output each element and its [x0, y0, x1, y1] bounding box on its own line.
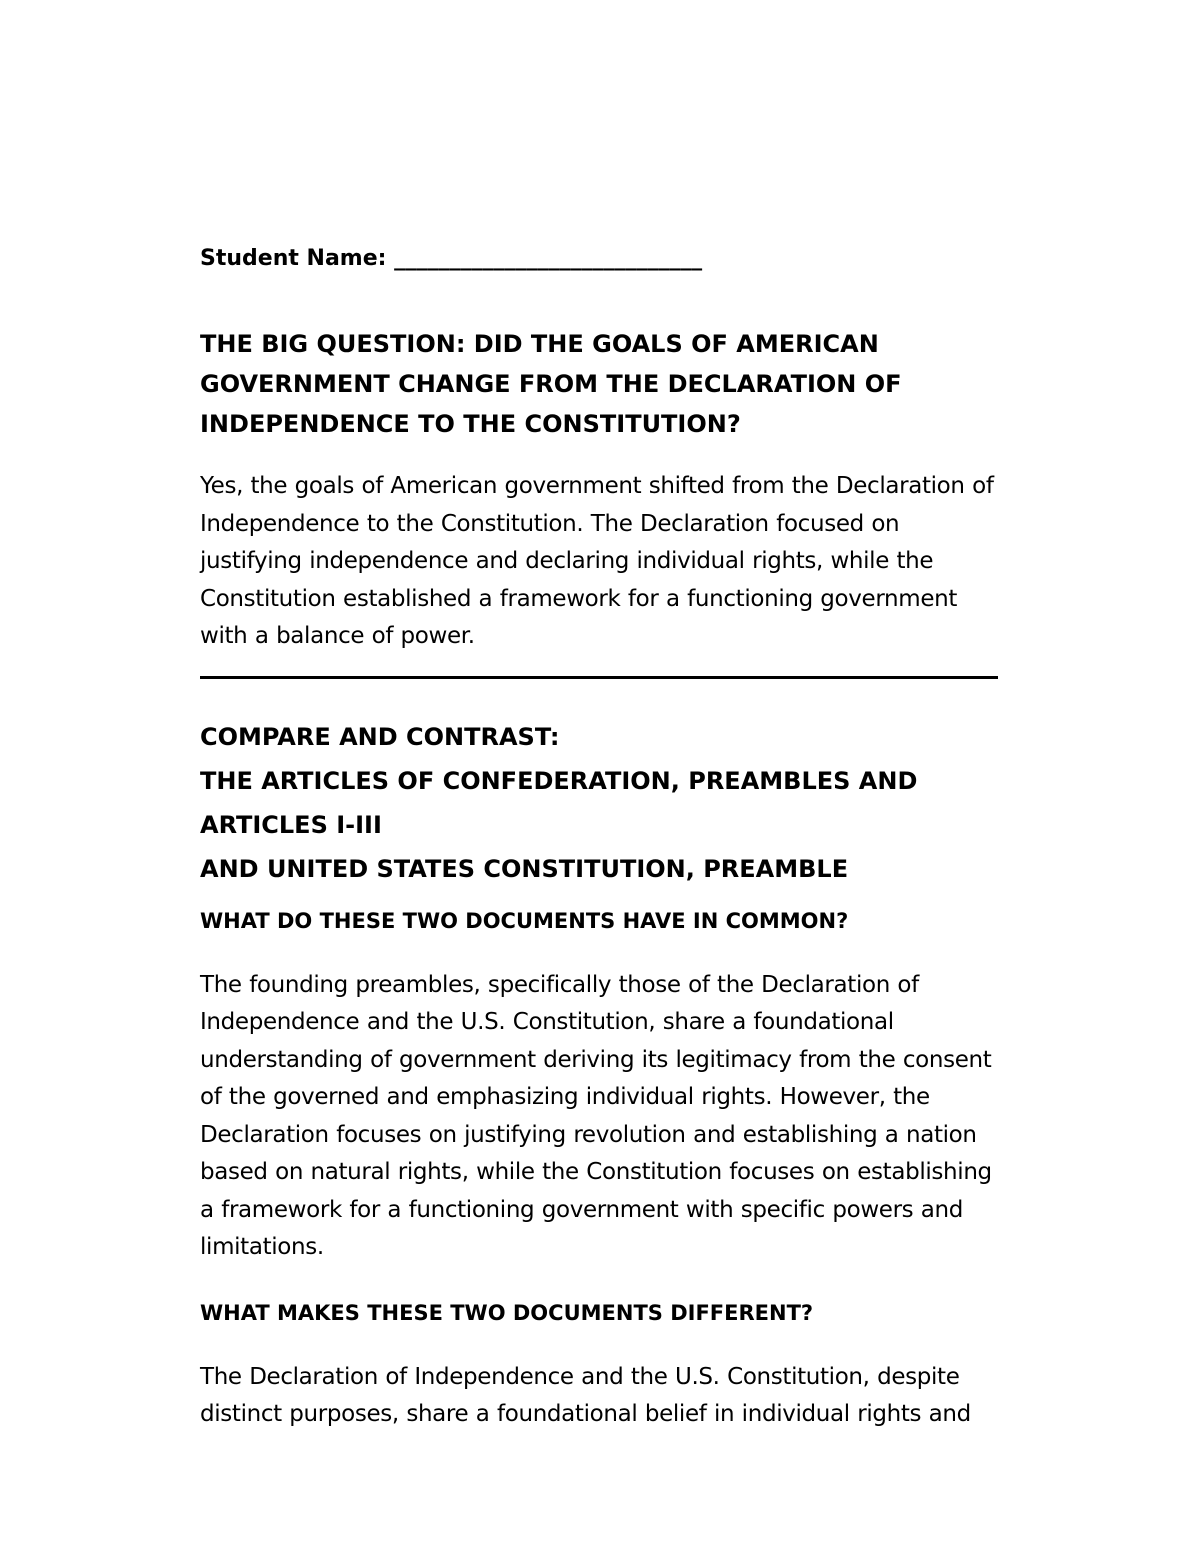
compare-heading-line-2: THE ARTICLES OF CONFEDERATION, PREAMBLES AND ARTICLES I-III: [200, 766, 918, 839]
student-name-blank: ____________________________: [394, 246, 703, 271]
student-name-label: Student Name:: [200, 246, 387, 271]
common-heading: WHAT DO THESE TWO DOCUMENTS HAVE IN COMMON?: [200, 908, 849, 933]
different-answer: The Declaration of Independence and the U.S. Constitution, despite distinct purposes, share a foundational belief in individual rights and: [200, 1363, 971, 1427]
big-question-answer: Yes, the goals of American government shifted from the Declaration of Independence to the Constitution. The Declaration focused on justifying independence and declaring individual rights, while the Constitution established a framework for a functioning government with a balance of power.: [200, 473, 994, 649]
common-answer: The founding preambles, specifically those of the Declaration of Independence and the U.S. Constitution, share a foundational understanding of government deriving its legitimacy from the consent of the governed and emphasizing individual rights. However, the Declaration focuses on justifying revolution and establishing a nation based on natural rights, while the Constitution focuses on establishing a framework for a functioning government with specific powers and limitations.: [200, 971, 992, 1260]
compare-heading: [200, 715, 1000, 891]
compare-heading-line-1: COMPARE AND CONTRAST:: [200, 722, 560, 751]
compare-heading-line-3: AND UNITED STATES CONSTITUTION, PREAMBLE: [200, 854, 849, 883]
student-name-line: [200, 240, 1000, 278]
different-heading: WHAT MAKES THESE TWO DOCUMENTS DIFFERENT?: [200, 1300, 814, 1325]
document-content: [200, 240, 1000, 1434]
horizontal-rule: [200, 676, 998, 679]
big-question-heading: THE BIG QUESTION: DID THE GOALS OF AMERICAN GOVERNMENT CHANGE FROM THE DECLARATION OF INDEPENDENCE TO THE CONSTITUTION?: [200, 330, 902, 438]
